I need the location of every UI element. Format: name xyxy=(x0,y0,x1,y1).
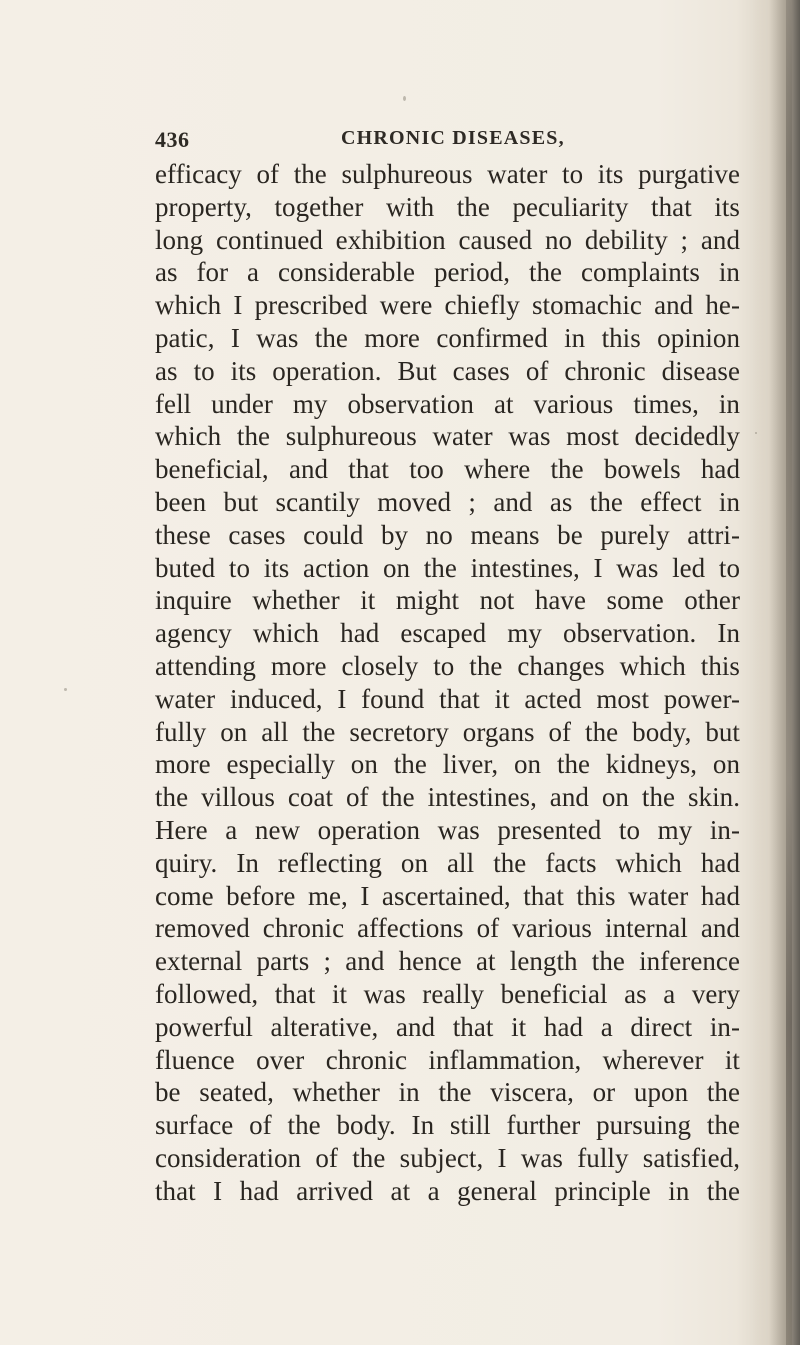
page-number: 436 xyxy=(155,127,190,152)
text-line: the villous coat of the intestines, and on the skin. xyxy=(155,782,740,813)
text-line: beneficial, and that too where the bowels had xyxy=(155,454,740,485)
text-line: attending more closely to the changes which this xyxy=(155,650,740,681)
text-line: surface of the body. In still further pursuing the xyxy=(155,1110,740,1141)
text-line: as for a considerable period, the complaints in xyxy=(155,257,740,288)
running-head: CHRONIC DISEASES, xyxy=(341,127,565,149)
paper-speck xyxy=(403,96,406,101)
text-line: patic, I was the more confirmed in this opinion xyxy=(155,322,740,353)
text-line: consideration of the subject, I was fully satisfied, xyxy=(155,1142,740,1173)
text-line: Here a new operation was presented to my in- xyxy=(155,814,740,845)
text-line: be seated, whether in the viscera, or upon the xyxy=(155,1077,740,1108)
text-line: which the sulphureous water was most decidedly xyxy=(155,421,740,452)
text-line: property, together with the peculiarity that its xyxy=(155,191,740,222)
page-header xyxy=(155,127,735,161)
text-line: more especially on the liver, on the kidneys, on xyxy=(155,749,740,780)
page-edge-shadow xyxy=(752,0,800,1345)
page-edge-binding xyxy=(786,0,792,1345)
text-line: agency which had escaped my observation. In xyxy=(155,618,740,649)
text-line: fluence over chronic inflammation, wherever it xyxy=(155,1044,740,1075)
text-line: inquire whether it might not have some other xyxy=(155,585,740,616)
text-line: been but scantily moved ; and as the effect in xyxy=(155,486,740,517)
text-line: these cases could by no means be purely attri- xyxy=(155,519,740,550)
paper-speck xyxy=(64,688,67,691)
text-line: buted to its action on the intestines, I was led to xyxy=(155,552,740,583)
text-line: quiry. In reflecting on all the facts which had xyxy=(155,847,740,878)
text-line: followed, that it was really beneficial as a very xyxy=(155,978,740,1009)
text-line: water induced, I found that it acted most power- xyxy=(155,683,740,714)
text-line: external parts ; and hence at length the inference xyxy=(155,946,740,977)
text-line: efficacy of the sulphureous water to its purgative xyxy=(155,159,740,189)
text-line: which I prescribed were chiefly stomachic and he- xyxy=(155,290,740,321)
text-line: powerful alterative, and that it had a direct in- xyxy=(155,1011,740,1042)
text-line: come before me, I ascertained, that this water had xyxy=(155,880,740,911)
text-line: removed chronic affections of various internal and xyxy=(155,913,740,944)
paper-speck xyxy=(755,432,757,434)
text-line: as to its operation. But cases of chronic disease xyxy=(155,355,740,386)
text-line: fully on all the secretory organs of the body, but xyxy=(155,716,740,747)
text-line: long continued exhibition caused no debility ; and xyxy=(155,224,740,255)
text-line: fell under my observation at various times, in xyxy=(155,388,740,419)
text-line: that I had arrived at a general principle in the xyxy=(155,1175,740,1206)
body-text xyxy=(155,158,740,1208)
